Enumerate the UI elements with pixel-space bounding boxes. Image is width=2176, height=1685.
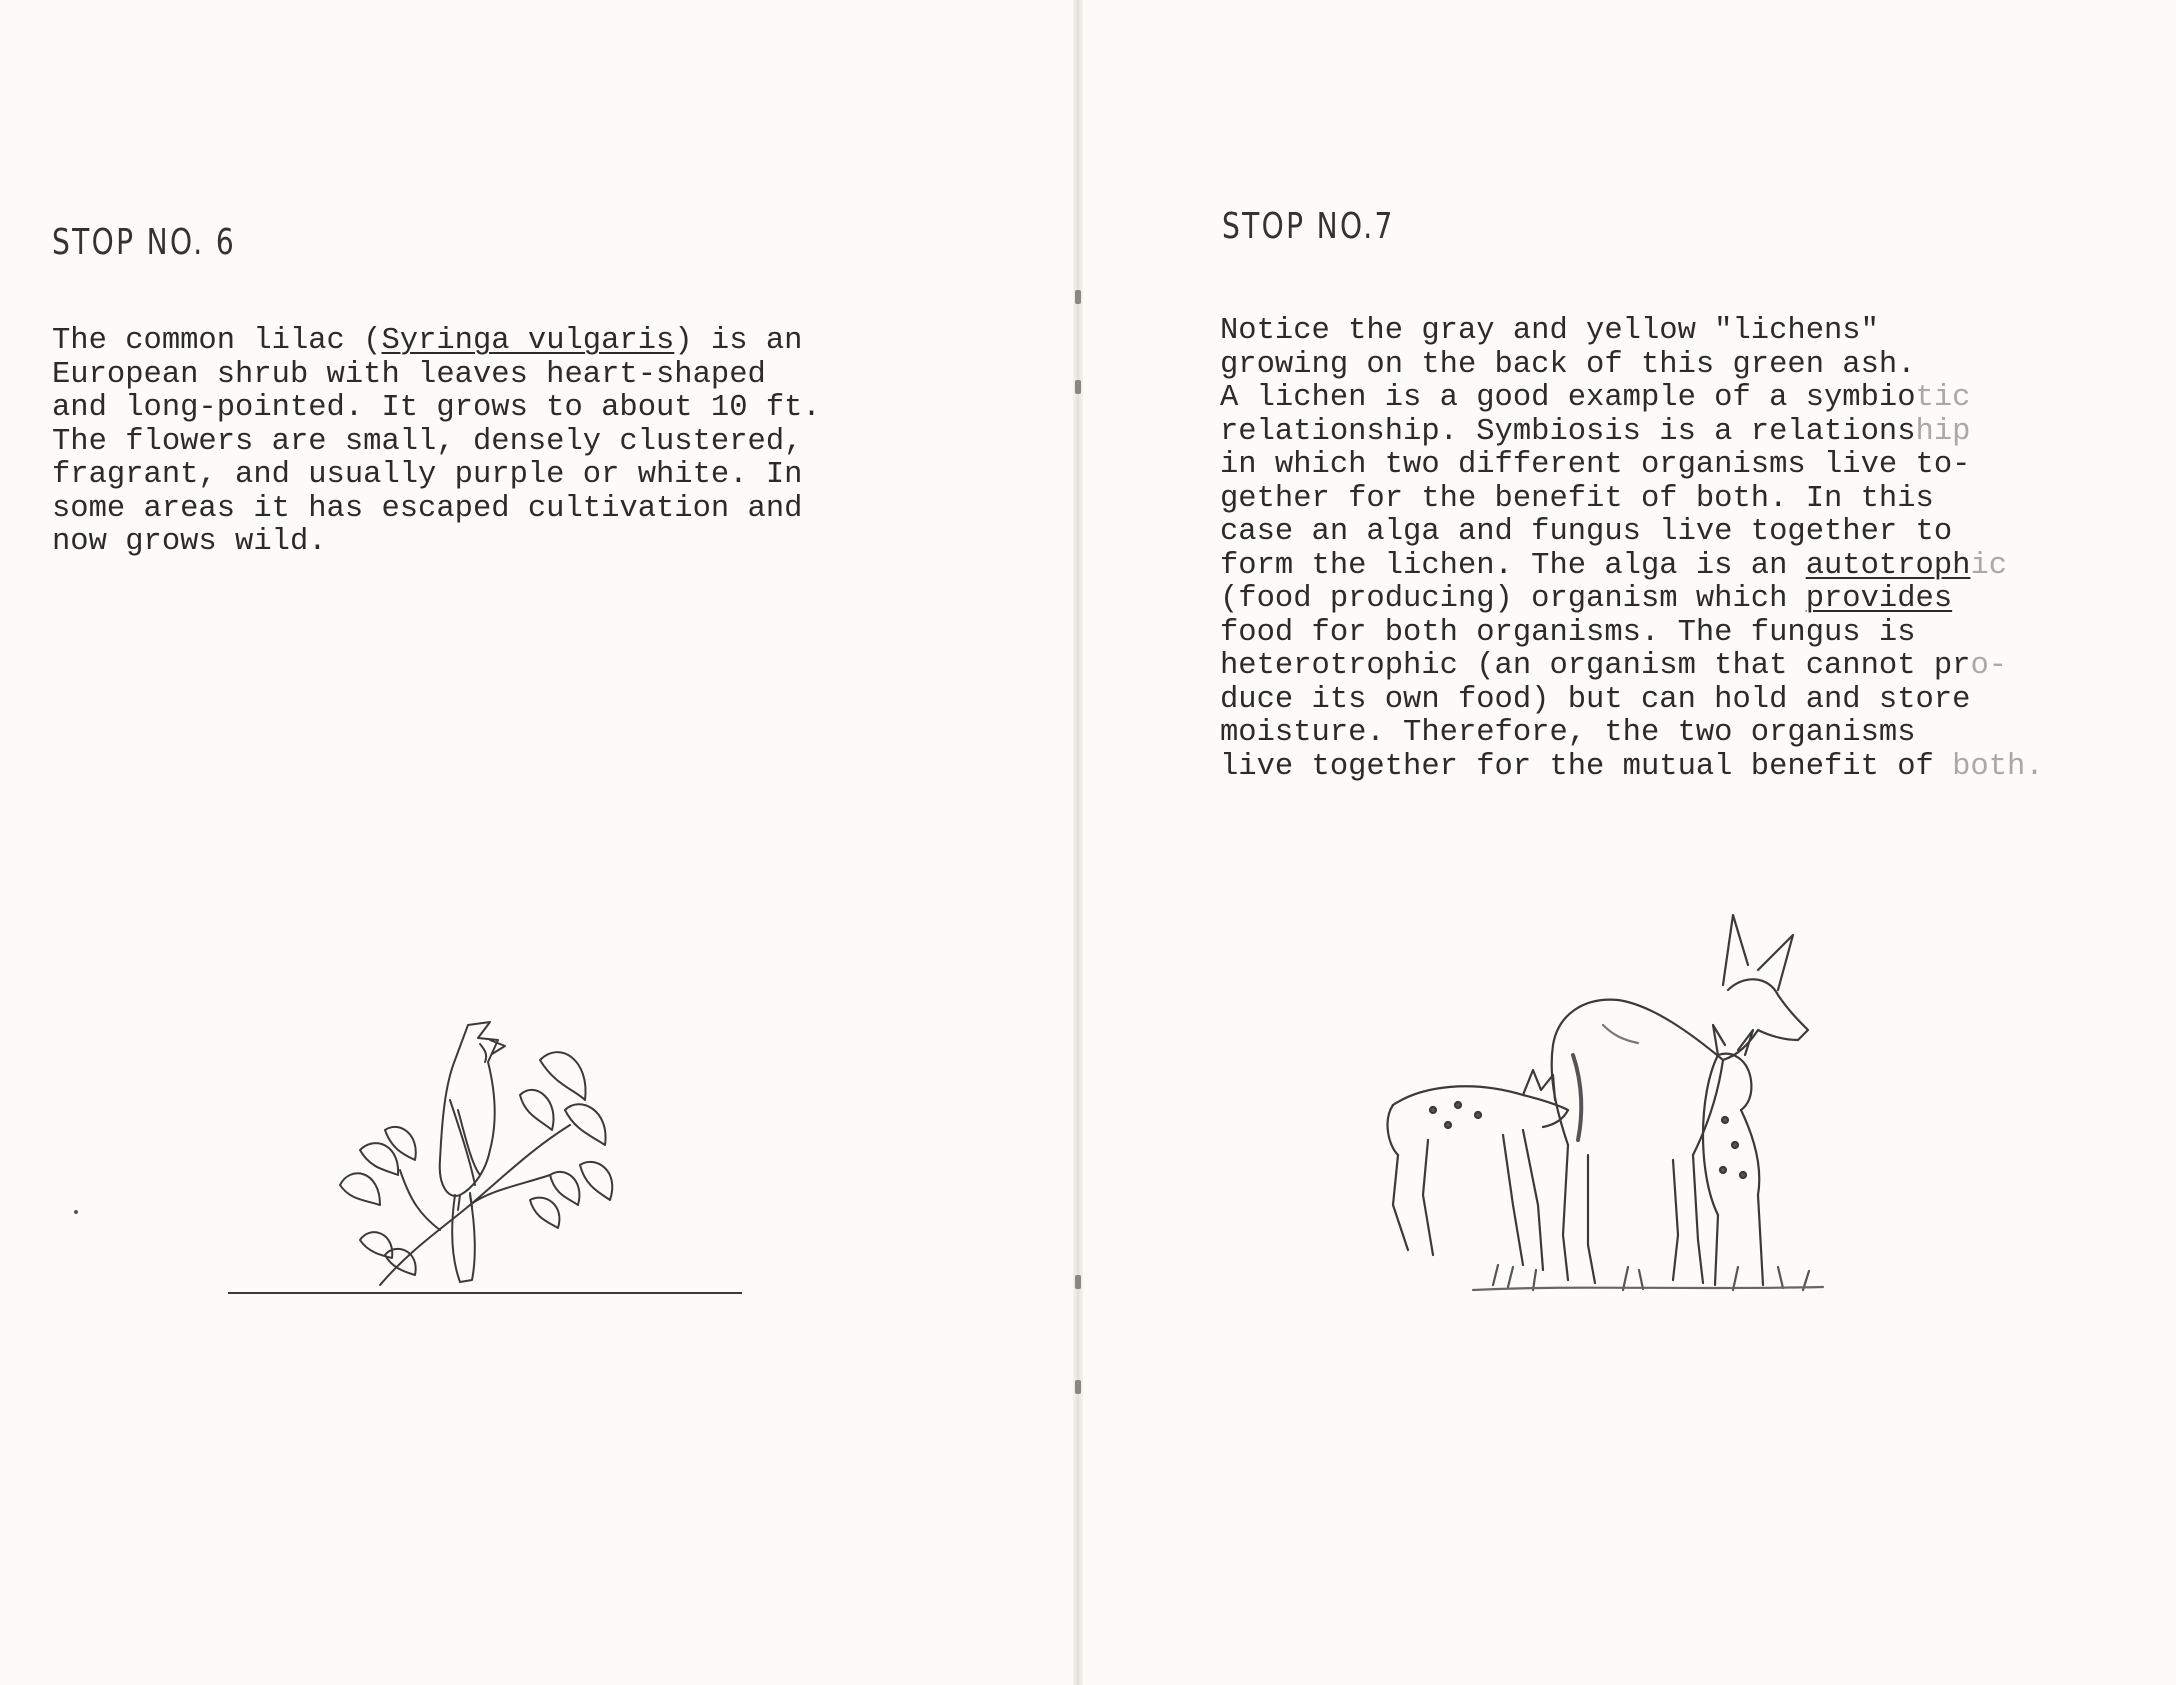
text-span: heterotrophic (an organism that cannot pr [1220, 649, 1971, 683]
text-span: ) is an [674, 324, 803, 358]
text-line [1220, 650, 2044, 684]
species-name: Syringa vulgaris [381, 324, 675, 358]
text-line [1220, 550, 2044, 584]
stop-6-paragraph [52, 325, 821, 560]
print-speck [74, 1210, 78, 1214]
stop-6-heading: STOP NO. 6 [52, 222, 237, 263]
text-line: fragrant, and usually purple or white. In [52, 458, 803, 492]
text-span: The common lilac ( [52, 324, 382, 358]
staple-bottom [1075, 1275, 1081, 1289]
text-line [1220, 751, 2044, 785]
term-provides: provides [1805, 582, 1953, 616]
text-line: in which two different organisms live to- [1220, 448, 1971, 482]
text-line: gether for the benefit of both. In this [1220, 481, 1934, 516]
text-span: (food producing) organism which [1220, 582, 1806, 616]
staple-lower [1075, 1380, 1081, 1394]
text-line: food for both organisms. The fungus is [1220, 615, 1916, 650]
staple-mid [1075, 380, 1081, 394]
text-line: moisture. Therefore, the two organisms [1220, 716, 1916, 750]
term-autotrophic: autotroph [1805, 548, 1971, 583]
text-line [52, 325, 821, 359]
text-line: now grows wild. [52, 525, 327, 559]
faded-text: both. [1952, 749, 2044, 784]
center-fold [1073, 0, 1083, 1685]
text-span: relationship. Symbiosis is a relations [1220, 414, 1916, 449]
text-line: duce its own food) but can hold and store [1220, 682, 1971, 717]
ground-line [228, 1292, 742, 1294]
text-line: some areas it has escaped cultivation and [52, 491, 803, 526]
cardinal-on-lilac-branch-drawing [320, 1000, 660, 1300]
text-line [1220, 416, 2044, 450]
text-line: Notice the gray and yellow "lichens" [1220, 314, 1879, 348]
text-line: and long-pointed. It grows to about 10 ft. [52, 391, 821, 425]
faded-text: hip [1915, 414, 1971, 449]
faded-text: ic [1970, 548, 2008, 583]
text-line [1220, 583, 2044, 617]
stop-7-paragraph [1220, 315, 2044, 784]
right-page [1083, 0, 2176, 1685]
text-line: European shrub with leaves heart-shaped [52, 357, 766, 392]
stop-7-heading: STOP NO.7 [1222, 206, 1395, 247]
text-span: form the lichen. The alga is an [1220, 548, 1806, 583]
doe-and-fawns-drawing [1373, 905, 1913, 1305]
faded-text: tic [1915, 381, 1971, 415]
text-line: case an alga and fungus live together to [1220, 515, 1953, 549]
text-line: growing on the back of this green ash. [1220, 347, 1916, 382]
text-span: live together for the mutual benefit of [1220, 749, 1953, 784]
left-page [0, 0, 1073, 1685]
text-line [1220, 382, 2044, 416]
text-span: A lichen is a good example of a symbio [1220, 381, 1916, 415]
text-line: The flowers are small, densely clustered, [52, 424, 803, 459]
staple-top [1075, 290, 1081, 304]
faded-text: o- [1970, 649, 2008, 683]
